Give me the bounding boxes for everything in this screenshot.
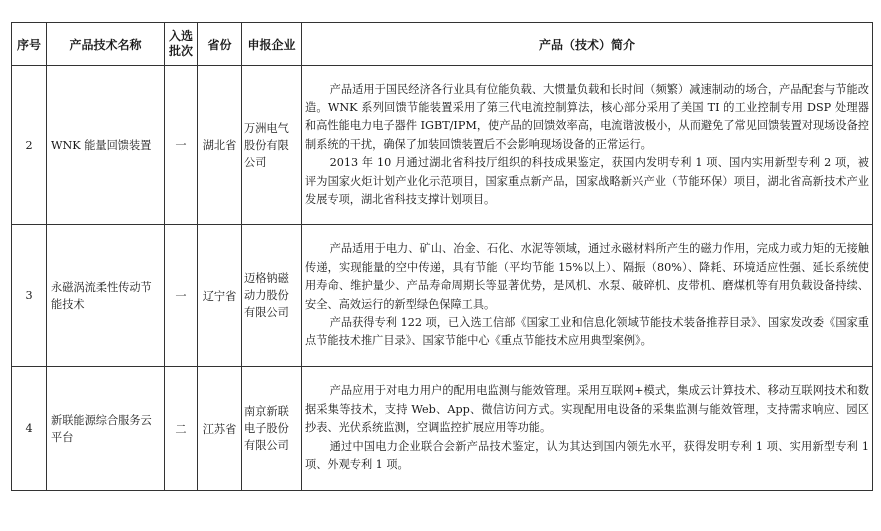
header-province: 省份 xyxy=(198,23,242,66)
product-technology-table xyxy=(11,22,873,491)
row-product-name: WNK 能量回馈装置 xyxy=(47,66,165,225)
row-province: 江苏省 xyxy=(198,367,242,491)
row-product-name: 新联能源综合服务云平台 xyxy=(47,367,165,491)
header-product-name: 产品技术名称 xyxy=(47,23,165,66)
intro-paragraph: 产品应用于对电力用户的配用电监测与能效管理。采用互联网+模式，集成云计算技术、移动互联网技术和数据采集等技术，支持 Web、App、微信访问方式。实现配用电设备的采集监测与能效管理，支持需求响应、园区抄表、光伏系统监测，空调监控扩展应用等功能。 xyxy=(305,384,869,435)
intro-paragraph: 产品适用于国民经济各行业具有位能负载、大惯量负载和长时间（频繁）减速制动的场合，产品配套与节能改造。WNK 系列回馈节能装置采用了第三代电流控制算法，核心部分采用了美国 TI 的工业控制专用 DSP 处理器和高性能电力电子器件 IGBT/IPM，使产品的回馈效率高，电流谐波极小，从而避免了常见回馈装置对现场设备控制系统的干扰，确保了加装回馈装置后不会影响现场设备的正常运行。 xyxy=(305,82,869,151)
row-batch: 一 xyxy=(165,66,198,225)
row-province: 辽宁省 xyxy=(198,225,242,367)
row-company: 万洲电气股份有限公司 xyxy=(242,66,302,225)
row-company: 迈格钠磁动力股份有限公司 xyxy=(242,225,302,367)
header-row xyxy=(12,23,873,66)
row-intro xyxy=(302,225,873,367)
intro-paragraph: 产品获得专利 122 项，已入选工信部《国家工业和信息化领域节能技术装备推荐目录》、国家发改委《国家重点节能技术推广目录》、国家节能中心《重点节能技术应用典型案例》。 xyxy=(305,315,869,348)
row-intro xyxy=(302,367,873,491)
row-province: 湖北省 xyxy=(198,66,242,225)
intro-paragraph: 2013 年 10 月通过湖北省科技厅组织的科技成果鉴定，获国内发明专利 1 项、国内实用新型专利 2 项，被评为国家火炬计划产业化示范项目，国家重点新产品，国家战略新兴产业（节能环保）项目，湖北省高新技术产业发展专项，湖北省科技支撑计划项目。 xyxy=(305,156,869,207)
table-row xyxy=(12,225,873,367)
row-batch: 二 xyxy=(165,367,198,491)
row-batch: 一 xyxy=(165,225,198,367)
table-row xyxy=(12,66,873,225)
table-header xyxy=(12,23,873,66)
row-intro xyxy=(302,66,873,225)
row-product-name: 永磁涡流柔性传动节能技术 xyxy=(47,225,165,367)
intro-paragraph: 通过中国电力企业联合会新产品技术鉴定，认为其达到国内领先水平，获得发明专利 1 项、实用新型专利 1 项、外观专利 1 项。 xyxy=(305,439,869,472)
table-row xyxy=(12,367,873,491)
row-company: 南京新联电子股份有限公司 xyxy=(242,367,302,491)
row-no: 2 xyxy=(12,66,47,225)
header-batch-line1: 入选 xyxy=(168,29,193,43)
header-company: 申报企业 xyxy=(242,23,302,66)
row-no: 4 xyxy=(12,367,47,491)
header-intro: 产品（技术）简介 xyxy=(302,23,873,66)
intro-paragraph: 产品适用于电力、矿山、冶金、石化、水泥等领域，通过永磁材料所产生的磁力作用，完成力或力矩的无接触传递，实现能量的空中传递，具有节能（平均节能 15%以上）、隔振（80%）、降耗、环境适应性强、延长系统使用寿命、维护量少、产品寿命周期长等显著优势，是风机、水泵、破碎机、皮带机、磨煤机等有用负载设备持续、安全、高效运行的新型绿色保障工具。 xyxy=(305,242,869,311)
header-no: 序号 xyxy=(12,23,47,66)
row-no: 3 xyxy=(12,225,47,367)
table-body xyxy=(12,66,873,491)
header-batch-line2: 批次 xyxy=(168,44,193,58)
header-batch xyxy=(165,23,198,66)
